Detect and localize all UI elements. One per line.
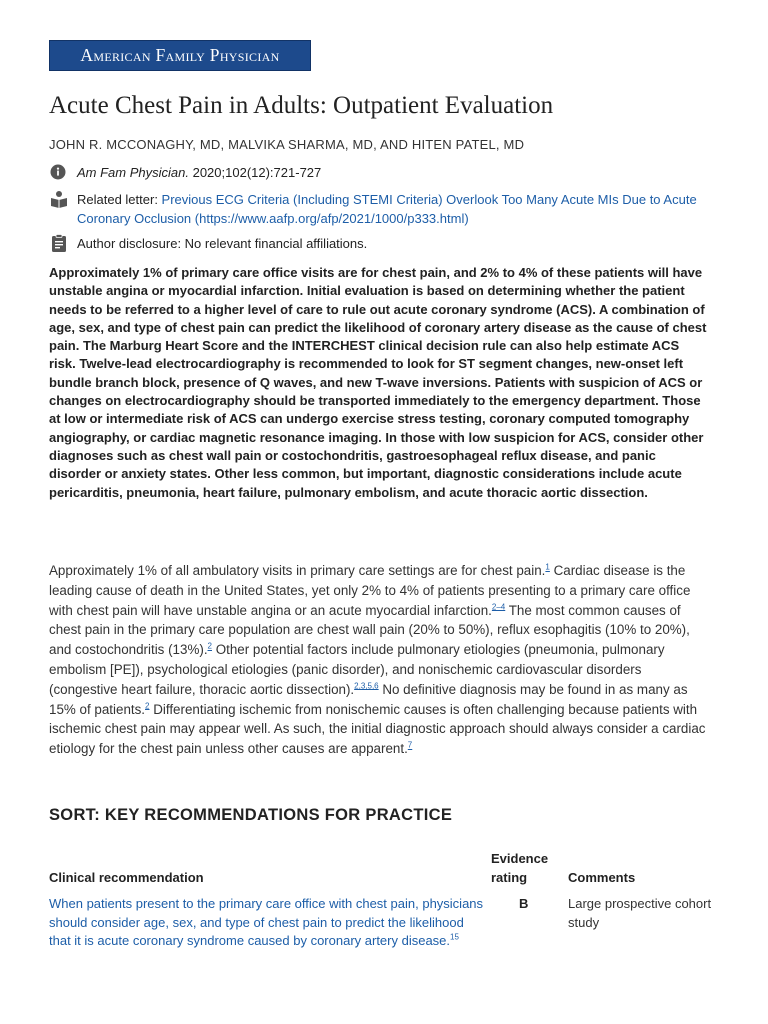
reference-link[interactable]: 2 (145, 701, 150, 711)
disclosure-label: Author disclosure: (77, 236, 185, 251)
journal-logo-text: American Family Physician (80, 45, 280, 65)
article-authors: JOHN R. MCCONAGHY, MD, MALVIKA SHARMA, MD, AND HITEN PATEL, MD (49, 137, 525, 152)
body-sentence: Differentiating ischemic from nonischemic causes is often challenging because patients with ischemic chest pain may appear well. As such, the initial diagnostic approach should always consider a cardiac etiology for the chest pain unless other causes are apparent. (49, 701, 706, 757)
citation-row (49, 163, 727, 182)
journal-logo[interactable] (49, 40, 311, 71)
body-sentence: Cardiac disease is the leading cause of death in the United States, yet only 2% to 4% of patients presenting to a primary care office with chest pain will have unstable angina or an acute myocardial infarction. (49, 563, 691, 618)
evidence-rating-cell: B (519, 896, 529, 911)
column-header-evidence: Evidence rating (491, 851, 549, 885)
related-letter-label: Related letter: (77, 192, 162, 207)
clipboard-icon (49, 234, 69, 252)
body-sentence: Approximately 1% of all ambulatory visits in primary care settings are for chest pain. (49, 563, 546, 578)
body-sentence: No definitive diagnosis may be found in as many as 15% of patients. (49, 681, 688, 717)
comment-cell: Large prospective cohort study (568, 896, 712, 930)
body-sentence: The most common causes of chest pain in the primary care population are chest wall pain (20% to 50%), reflux esophagitis (10% to 20%), and costochondritis (13%). (49, 602, 690, 658)
disclosure-row (49, 234, 727, 253)
article-title: Acute Chest Pain in Adults: Outpatient Evaluation (49, 92, 554, 119)
reference-link[interactable]: 2–4 (491, 602, 506, 612)
sort-heading: SORT: KEY RECOMMENDATIONS FOR PRACTICE (49, 806, 453, 824)
info-icon (49, 163, 69, 181)
body-sentence: Other potential factors include pulmonary etiologies (pneumonia, pulmonary embolism [PE]), psychological etiologies (panic disorder), and nonischemic cardiovascular disorders (congestive heart failure, thoracic aortic dissection). (49, 642, 665, 697)
column-header-comments: Comments (568, 870, 636, 885)
reader-icon (49, 190, 69, 208)
intro-paragraph (49, 561, 713, 759)
reference-link[interactable]: 2,3,5,6 (354, 681, 379, 691)
recommendation-cell[interactable] (49, 895, 485, 951)
recommendation-text[interactable]: When patients present to the primary care office with chest pain, physicians should consider age, sex, and type of chest pain to predict the likelihood that it is acute coronary syndrome caused by coronary artery disease. (49, 896, 484, 949)
citation-detail: 2020;102(12):721-727 (188, 165, 322, 180)
reference-link[interactable]: 1 (545, 562, 550, 572)
related-letter-link[interactable]: Previous ECG Criteria (Including STEMI Criteria) Overlook Too Many Acute MIs Due to Acute Coronary Occlusion (https://www.aafp.org/afp/2021/1000/p333.html) (77, 192, 697, 226)
reference-link[interactable]: 15 (450, 932, 459, 942)
disclosure-text: No relevant financial affiliations. (184, 236, 368, 251)
reference-link[interactable]: 2 (207, 641, 212, 651)
reference-link[interactable]: 7 (407, 740, 413, 750)
related-letter-row (49, 190, 727, 228)
column-header-recommendation: Clinical recommendation (49, 870, 204, 885)
citation-journal: Am Fam Physician. (77, 165, 189, 180)
abstract: Approximately 1% of primary care office visits are for chest pain, and 2% to 4% of these patients will have unstable angina or myocardial infarction. Initial evaluation is based on determining whether the patient needs to be referred to a higher level of care to rule out acute coronary syndrome (ACS). A combination of age, sex, and type of chest pain can predict the likelihood of coronary artery disease as the cause of chest pain. The Marburg Heart Score and the INTERCHEST clinical decision rule can also help estimate ACS risk. Twelve-lead electrocardiography is recommended to look for ST segment changes, new-onset left bundle branch block, presence of Q waves, and new T-wave inversions. Patients with suspicion of ACS or changes on electrocardiography should be transported immediately to the emergency department. Those at low or intermediate risk of ACS can undergo exercise stress testing, coronary computed tomography angiography, or cardiac magnetic resonance imaging. In those with low suspicion for ACS, consider other diagnoses such as chest wall pain or costochondritis, gastroesophageal reflux disease, and panic disorder or anxiety states. Other less common, but important, diagnostic considerations include acute pericarditis, pneumonia, heart failure, pulmonary embolism, and acute thoracic aortic dissection. (49, 265, 707, 500)
